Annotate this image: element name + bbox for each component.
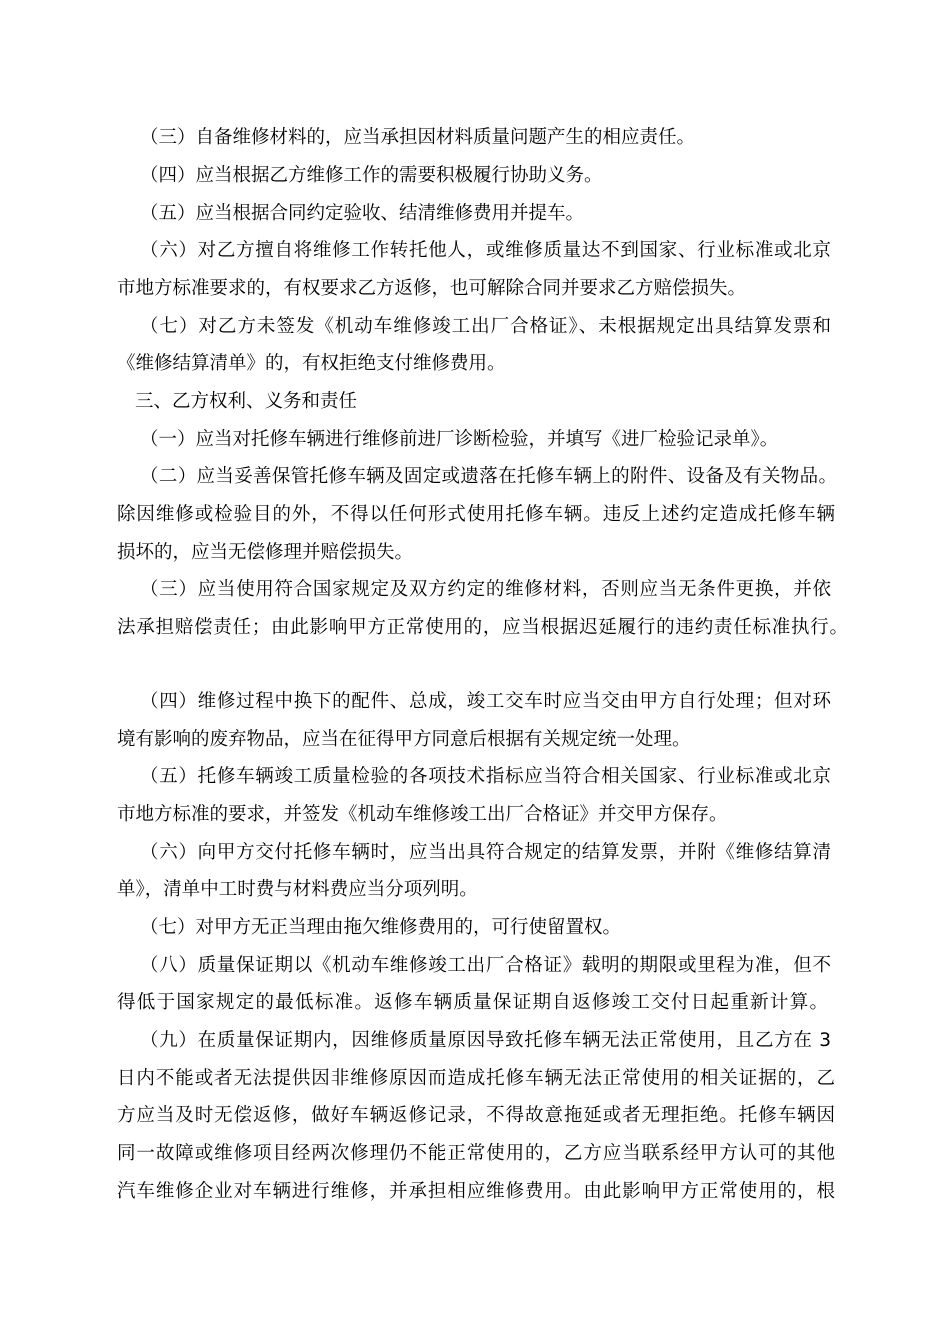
paragraph-line: 损坏的，应当无偿修理并赔偿损失。 — [117, 542, 414, 563]
paragraph-line: 方应当及时无偿返修，做好车辆返修记录，不得故意拖延或者无理拒绝。托修车辆因 — [117, 1105, 835, 1126]
paragraph-line: 境有影响的废弃物品，应当在征得甲方同意后根据有关规定统一处理。 — [117, 729, 691, 750]
paragraph-line: （三）自备维修材料的，应当承担因材料质量问题产生的相应责任。 — [140, 127, 696, 148]
paragraph-line: （五）托修车辆竣工质量检验的各项技术指标应当符合相关国家、行业标准或北京 — [140, 766, 831, 787]
paragraph-line: （六）对乙方擅自将维修工作转托他人，或维修质量达不到国家、行业标准或北京 — [140, 240, 831, 261]
paragraph-line: （七）对乙方未签发《机动车维修竣工出厂合格证》、未根据规定出具结算发票和 — [140, 316, 831, 337]
paragraph-line: 单》，清单中工时费与材料费应当分项列明。 — [117, 879, 478, 900]
paragraph-line: 市地方标准的要求，并签发《机动车维修竣工出厂合格证》并交甲方保存。 — [117, 804, 728, 825]
paragraph-line: 《维修结算清单》的，有权拒绝支付维修费用。 — [117, 353, 506, 374]
paragraph-line: （八）质量保证期以《机动车维修竣工出厂合格证》载明的期限或里程为准，但不 — [140, 955, 831, 976]
paragraph-line: 日内不能或者无法提供因非维修原因而造成托修车辆无法正常使用的相关证据的，乙 — [117, 1068, 835, 1089]
paragraph-line: （一）应当对托修车辆进行维修前进厂诊断检验，并填写《进厂检验记录单》。 — [140, 429, 779, 450]
paragraph-line: （九）在质量保证期内，因维修质量原因导致托修车辆无法正常使用，且乙方在 3 — [140, 1030, 831, 1051]
paragraph-line: 市地方标准要求的，有权要求乙方返修，也可解除合同并要求乙方赔偿损失。 — [117, 278, 747, 299]
paragraph-line: 除因维修或检验目的外，不得以任何形式使用托修车辆。违反上述约定造成托修车辆 — [117, 504, 835, 525]
paragraph-line: 法承担赔偿责任；由此影响甲方正常使用的，应当根据迟延履行的违约责任标准执行。 — [117, 617, 848, 638]
paragraph-line: （六）向甲方交付托修车辆时，应当出具符合规定的结算发票，并附《维修结算清 — [140, 842, 831, 863]
paragraph-line: 得低于国家规定的最低标准。返修车辆质量保证期自返修竣工交付日起重新计算。 — [117, 992, 828, 1013]
paragraph-line: （五）应当根据合同约定验收、结清维修费用并提车。 — [140, 203, 585, 224]
paragraph-line: （三）应当使用符合国家规定及双方约定的维修材料，否则应当无条件更换，并依 — [140, 579, 831, 600]
paragraph-line: （四）应当根据乙方维修工作的需要积极履行协助义务。 — [140, 165, 603, 186]
paragraph-line: 汽车维修企业对车辆进行维修，并承担相应维修费用。由此影响甲方正常使用的，根 — [117, 1181, 835, 1202]
paragraph-line: （四）维修过程中换下的配件、总成，竣工交车时应当交由甲方自行处理；但对环 — [140, 691, 831, 712]
paragraph-line: （二）应当妥善保管托修车辆及固定或遗落在托修车辆上的附件、设备及有关物品。 — [140, 466, 837, 487]
section-heading: 三、乙方权利、义务和责任 — [135, 391, 358, 412]
paragraph-line: （七）对甲方无正当理由拖欠维修费用的，可行使留置权。 — [140, 917, 622, 938]
paragraph-line: 同一故障或维修项目经两次修理仍不能正常使用的，乙方应当联系经甲方认可的其他 — [117, 1143, 835, 1164]
